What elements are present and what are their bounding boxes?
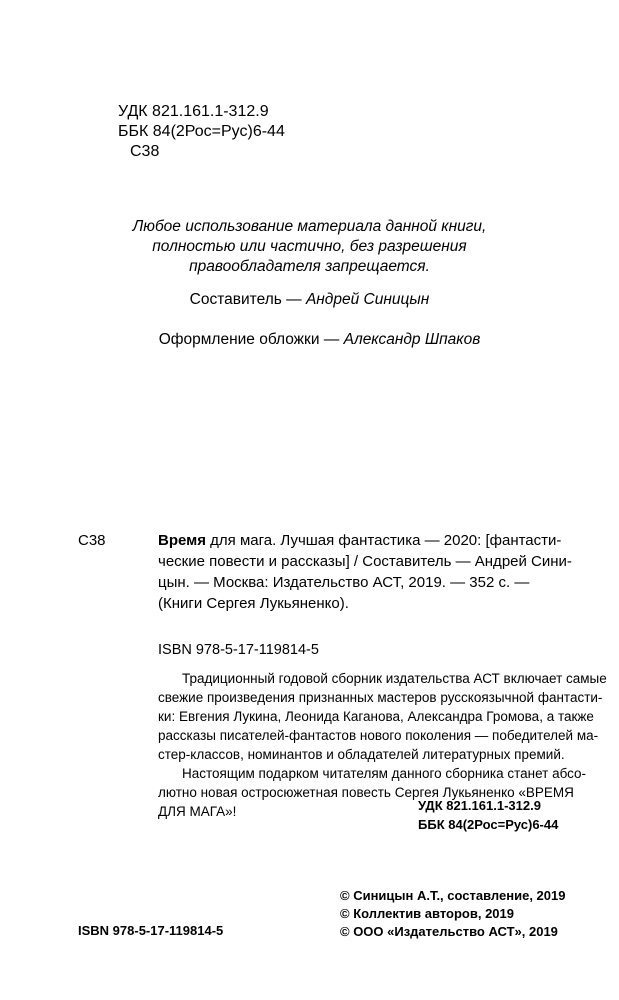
bibliographic-line: цын. — Москва: Издательство АСТ, 2019. — 352 с. — (158, 574, 530, 591)
udk-code: УДК 821.161.1-312.9 (118, 103, 269, 120)
copyright-line: © Коллектив авторов, 2019 (340, 906, 514, 921)
compiler-label: Составитель — (189, 291, 306, 308)
notice-line: Любое использование материала данной книги, (132, 218, 487, 235)
bibliographic-line: ческие повести и рассказы] / Составитель — Андрей Сини- (158, 553, 572, 570)
bibliographic-line: (Книги Сергея Лукьяненко). (158, 595, 349, 612)
cover-design-credit (10, 331, 619, 349)
cover-designer-name: Александр Шпаков (343, 331, 481, 348)
annotation-line: Традиционный годовой сборник издательства АСТ включает самые (182, 671, 607, 686)
annotation-line: Настоящим подарком читателям данного сборника станет абсо- (182, 766, 587, 781)
classification-codes (118, 102, 285, 162)
annotation-line: ки: Евгения Лукина, Леонида Каганова, Александра Громова, а также (158, 709, 594, 724)
copyright-lines (340, 887, 565, 941)
annotation-line: ДЛЯ МАГА»! (158, 804, 237, 819)
annotation-line: свежие произведения признанных мастеров русскоязычной фантасти- (158, 690, 603, 705)
bbk-code-bottom: ББК 84(2Рос=Рус)6-44 (418, 817, 559, 832)
isbn-bottom: ISBN 978-5-17-119814-5 (78, 923, 224, 938)
copyright-notice (0, 217, 619, 277)
bibliographic-line: для мага. Лучшая фантастика — 2020: [фантасти- (206, 532, 562, 549)
annotation-line: стер-классов, номинантов и обладателей литературных премий. (158, 747, 565, 762)
notice-line: полностью или частично, без разрешения (152, 238, 467, 255)
bibliographic-code: С38 (78, 532, 106, 549)
udk-code-bottom: УДК 821.161.1-312.9 (418, 798, 541, 813)
annotation-line: лютно новая остросюжетная повесть Сергея Лукьяненко «ВРЕМЯ (158, 785, 574, 800)
bottom-classification-codes (418, 796, 558, 834)
isbn-main: ISBN 978-5-17-119814-5 (158, 642, 319, 658)
bbk-code: ББК 84(2Рос=Рус)6-44 (118, 123, 285, 140)
compiler-credit (0, 291, 619, 309)
copyright-line: © Синицын А.Т., составление, 2019 (340, 888, 566, 903)
annotation-line: рассказы писателей-фантастов нового поколения — победителей ма- (158, 728, 599, 743)
book-title-word: Время (158, 532, 206, 549)
compiler-name: Андрей Синицын (305, 291, 430, 308)
copyright-line: © ООО «Издательство АСТ», 2019 (340, 924, 558, 939)
notice-line: правообладателя запрещается. (189, 258, 430, 275)
cover-design-label: Оформление обложки — (158, 331, 344, 348)
author-mark: С38 (130, 143, 160, 160)
